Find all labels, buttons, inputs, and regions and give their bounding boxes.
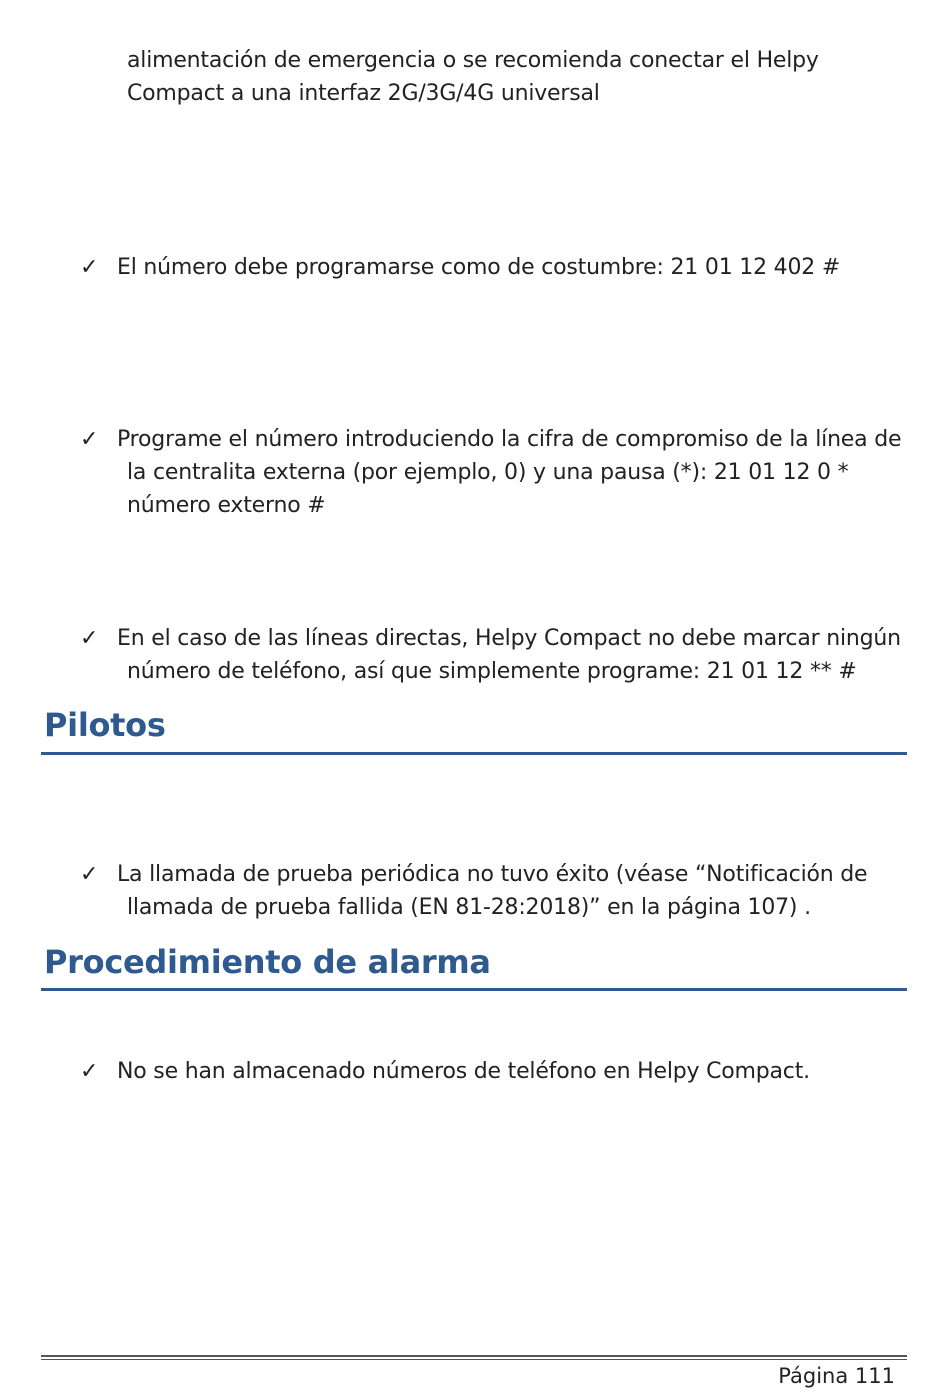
intro-paragraph xyxy=(127,44,819,110)
bullet-item-2 xyxy=(117,423,901,522)
intro-line-2: Compact a una interfaz 2G/3G/4G universal xyxy=(127,81,600,106)
bullet-2-line-3: número externo # xyxy=(127,493,326,518)
checkmark-icon: ✓ xyxy=(80,1059,99,1084)
section-heading-pilotos: Pilotos xyxy=(44,706,166,744)
intro-line-1: alimentación de emergencia o se recomienda conectar el Helpy xyxy=(127,48,819,73)
alarma-line-1: No se han almacenado números de teléfono en Helpy Compact. xyxy=(117,1059,810,1084)
footer-divider-thin xyxy=(41,1359,907,1360)
section-divider xyxy=(41,752,907,755)
checkmark-icon: ✓ xyxy=(80,626,99,651)
bullet-3-line-1: En el caso de las líneas directas, Helpy Compact no debe marcar ningún xyxy=(117,626,901,651)
bullet-1-line-1: El número debe programarse como de costumbre: 21 01 12 402 # xyxy=(117,255,841,280)
bullet-2-line-2: la centralita externa (por ejemplo, 0) y una pausa (*): 21 01 12 0 * xyxy=(127,460,849,485)
checkmark-icon: ✓ xyxy=(80,427,99,452)
footer-divider xyxy=(41,1355,907,1357)
pilotos-line-2: llamada de prueba fallida (EN 81-28:2018)” en la página 107) . xyxy=(127,895,811,920)
section-heading-alarma: Procedimiento de alarma xyxy=(44,943,491,981)
pilotos-line-1: La llamada de prueba periódica no tuvo éxito (véase “Notificación de xyxy=(117,862,868,887)
page-number: Página 111 xyxy=(778,1364,895,1388)
checkmark-icon: ✓ xyxy=(80,862,99,887)
bullet-item-1 xyxy=(117,251,840,284)
bullet-item-3 xyxy=(117,622,901,688)
bullet-2-line-1: Programe el número introduciendo la cifra de compromiso de la línea de xyxy=(117,427,902,452)
bullet-3-line-2: número de teléfono, así que simplemente programe: 21 01 12 ** # xyxy=(127,659,857,684)
bullet-item-pilotos xyxy=(117,858,867,924)
checkmark-icon: ✓ xyxy=(80,255,99,280)
section-divider xyxy=(41,988,907,991)
bullet-item-alarma xyxy=(117,1055,810,1088)
